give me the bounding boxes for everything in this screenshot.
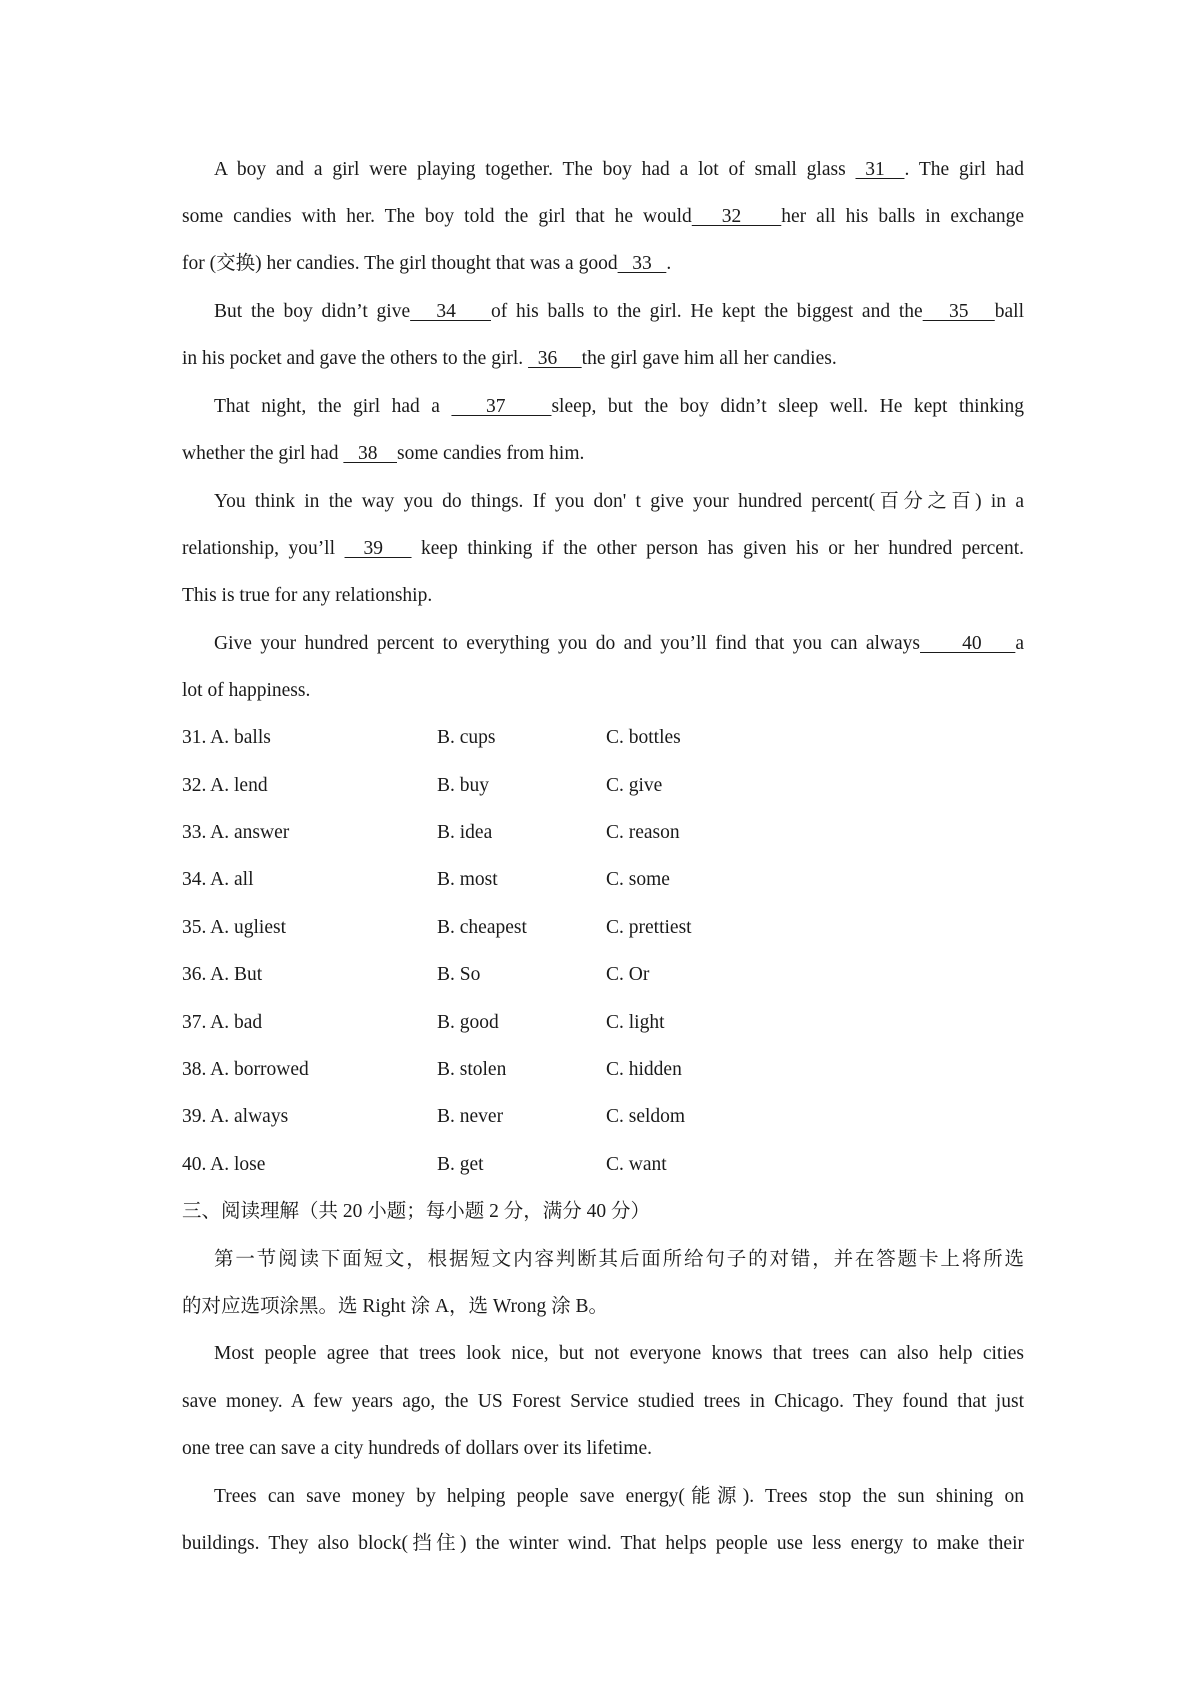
text-run: That night, the girl had a — [214, 396, 452, 417]
text-run: . — [666, 253, 672, 274]
passage-line: You think in the way you do things. If you don' t give your hundred percent(百分之百) in a — [214, 491, 1024, 512]
text-run: the girl gave him all her candies. — [581, 348, 837, 369]
option-b: B. So — [437, 964, 481, 985]
passage-line — [214, 632, 1024, 656]
option-a: 33. A. answer — [182, 822, 290, 843]
option-c: C. light — [606, 1012, 665, 1033]
option-b: B. get — [437, 1154, 484, 1175]
option-a: 35. A. ugliest — [182, 917, 287, 938]
option-a: 36. A. But — [182, 964, 263, 985]
passage-line — [182, 442, 1024, 466]
option-c: C. Or — [606, 964, 650, 985]
text-run: ball — [994, 301, 1025, 322]
reading-line: save money. A few years ago, the US Forest Service studied trees in Chicago. They found that just — [182, 1391, 1024, 1412]
option-a: 31. A. balls — [182, 727, 271, 748]
option-b: B. buy — [437, 775, 490, 796]
blank-39: 39 — [344, 538, 412, 559]
option-a: 38. A. borrowed — [182, 1059, 309, 1080]
option-a: 37. A. bad — [182, 1012, 263, 1033]
reading-line: Most people agree that trees look nice, but not everyone knows that trees can also help cities — [214, 1343, 1024, 1364]
option-b: B. good — [437, 1012, 499, 1033]
text-run: But the boy didn’t give — [214, 301, 411, 322]
blank-36: 36 — [528, 348, 582, 369]
option-b: B. most — [437, 869, 498, 890]
text-run: a — [1015, 633, 1025, 654]
option-c: C. bottles — [606, 727, 681, 748]
passage-line — [214, 158, 1024, 182]
passage-line — [182, 537, 1024, 561]
text-run: Give your hundred percent to everything you do and you’ll find that you can always — [214, 633, 921, 654]
option-b: B. cups — [437, 727, 496, 748]
option-b: B. cheapest — [437, 917, 527, 938]
blank-37: 37 — [451, 396, 552, 417]
option-b: B. stolen — [437, 1059, 507, 1080]
text-run: some candies with her. The boy told the girl that he would — [182, 206, 692, 227]
blank-34: 34 — [410, 301, 491, 322]
text-run: whether the girl had — [182, 443, 344, 464]
blank-35: 35 — [922, 301, 995, 322]
option-c: C. some — [606, 869, 670, 890]
passage-line: This is true for any relationship. — [182, 585, 433, 606]
passage-line — [182, 347, 1024, 371]
text-run: . The girl had — [904, 159, 1025, 180]
text-run: her all his balls in exchange — [781, 206, 1025, 227]
blank-33: 33 — [617, 253, 667, 274]
blank-32: 32 — [691, 206, 782, 227]
reading-line: buildings. They also block(挡住) the winter wind. That helps people use less energy to make their — [182, 1533, 1024, 1554]
option-b: B. idea — [437, 822, 493, 843]
reading-line: Trees can save money by helping people save energy(能源). Trees stop the sun shining on — [214, 1486, 1024, 1507]
option-c: C. seldom — [606, 1106, 686, 1127]
option-c: C. prettiest — [606, 917, 692, 938]
text-run: for (交换) her candies. The girl thought that was a good — [182, 253, 618, 274]
blank-38: 38 — [343, 443, 397, 464]
text-run: relationship, you’ll — [182, 538, 345, 559]
reading-line: one tree can save a city hundreds of dollars over its lifetime. — [182, 1438, 652, 1459]
blank-40: 40 — [920, 633, 1016, 654]
option-c: C. want — [606, 1154, 667, 1175]
instruction-line: 的对应选项涂黑。选 Right 涂 A，选 Wrong 涂 B。 — [182, 1296, 609, 1317]
text-run: keep thinking if the other person has given his or her hundred percent. — [411, 538, 1024, 559]
passage-line: lot of happiness. — [182, 680, 311, 701]
blank-31: 31 — [855, 159, 905, 180]
option-b: B. never — [437, 1106, 504, 1127]
passage-line — [182, 252, 1024, 276]
option-a: 32. A. lend — [182, 775, 268, 796]
option-a: 34. A. all — [182, 869, 254, 890]
text-run: sleep, but the boy didn’t sleep well. He kept thinking — [551, 396, 1024, 417]
option-c: C. hidden — [606, 1059, 682, 1080]
option-c: C. give — [606, 775, 663, 796]
passage-line — [214, 395, 1024, 419]
text-run: in his pocket and gave the others to the girl. — [182, 348, 529, 369]
text-run: some candies from him. — [397, 443, 585, 464]
text-run: of his balls to the girl. He kept the biggest and the — [491, 301, 923, 322]
text-run: A boy and a girl were playing together. The boy had a lot of small glass — [214, 159, 856, 180]
option-c: C. reason — [606, 822, 680, 843]
option-a: 39. A. always — [182, 1106, 289, 1127]
passage-line — [214, 300, 1024, 324]
passage-line — [182, 205, 1024, 229]
section-heading: 三、阅读理解（共 20 小题；每小题 2 分，满分 40 分） — [182, 1201, 651, 1222]
option-a: 40. A. lose — [182, 1154, 266, 1175]
instruction-line: 第一节阅读下面短文，根据短文内容判断其后面所给句子的对错，并在答题卡上将所选 — [214, 1249, 1024, 1270]
